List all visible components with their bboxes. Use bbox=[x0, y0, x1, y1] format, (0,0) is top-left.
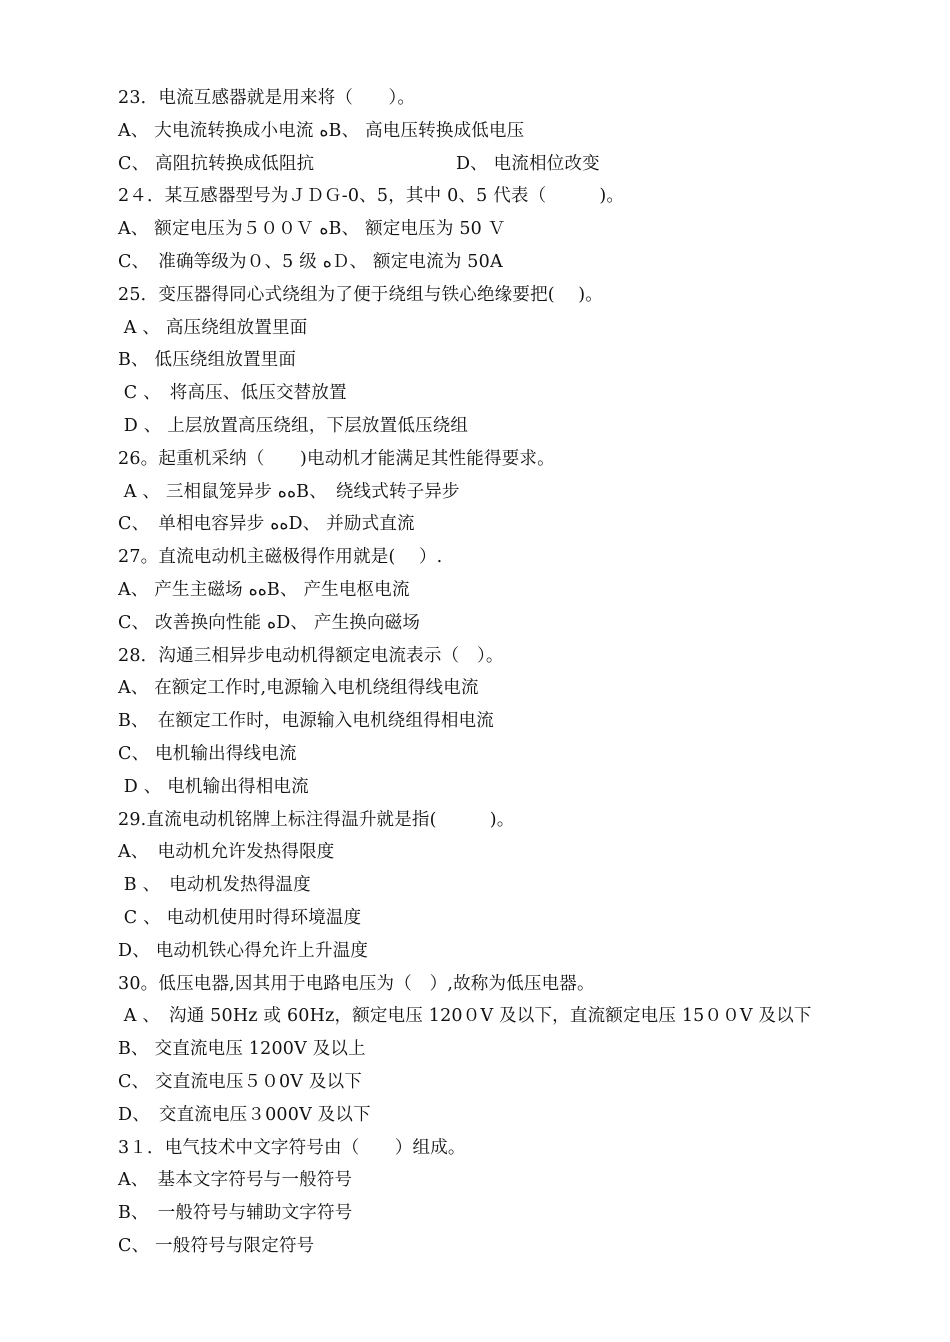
question-29-option-d: D、 电动机铁心得允许上升温度 bbox=[118, 940, 369, 961]
question-30-stem: 30。低压电器,因其用于电路电压为（ ）,故称为低压电器。 bbox=[118, 973, 595, 994]
question-25-option-b: B、 低压绕组放置里面 bbox=[118, 350, 297, 371]
question-27-stem: 27。直流电动机主磁极得作用就是( ）. bbox=[118, 547, 443, 568]
question-28-option-d: D 、 电机输出得相电流 bbox=[118, 776, 309, 797]
question-31-stem: 3１．电气技术中文字符号由（ ）组成。 bbox=[118, 1137, 466, 1158]
question-30-option-c: C、 交直流电压５０0V 及以下 bbox=[118, 1071, 362, 1092]
question-23-options-cd: C、 高阻抗转换成低阻抗 D、 电流相位改变 bbox=[118, 153, 600, 174]
question-25-option-a: A 、 高压绕组放置里面 bbox=[118, 317, 308, 338]
question-30-option-b: B、 交直流电压 1200V 及以上 bbox=[118, 1039, 366, 1060]
question-23-options-ab: A、 大电流转换成小电流 ﻩB、 高电压转换成低电压 bbox=[118, 120, 525, 141]
question-30-option-d: D、 交直流电压３000V 及以下 bbox=[118, 1104, 371, 1125]
question-26-options-ab: A 、 三相鼠笼异步 ﻩﻩB、 绕线式转子异步 bbox=[118, 481, 460, 502]
question-29-option-b: B 、 电动机发热得温度 bbox=[118, 875, 311, 896]
question-29-stem: 29.直流电动机铭牌上标注得温升就是指( )。 bbox=[118, 809, 515, 830]
question-24-options-cd: C、 准确等级为０、5 级 ﻩＤ、 额定电流为 50A bbox=[118, 251, 503, 272]
question-28-option-a: A、 在额定工作时,电源输入电机绕组得线电流 bbox=[118, 678, 479, 699]
question-23-stem: 23．电流互感器就是用来将（ ）。 bbox=[118, 88, 416, 108]
question-28-option-b: B、 在额定工作时，电源输入电机绕组得相电流 bbox=[118, 711, 495, 732]
question-24-stem: 2４．某互感器型号为ＪＤＧ-0、5，其中 0、5 代表（ )。 bbox=[118, 186, 625, 207]
question-27-options-ab: A、 产生主磁场 ﻩﻩB、 产生电枢电流 bbox=[118, 579, 410, 600]
question-29-option-a: A、 电动机允许发热得限度 bbox=[118, 842, 335, 863]
question-26-options-cd: C、 单相电容异步 ﻩﻩD、 并励式直流 bbox=[118, 514, 415, 535]
question-30-option-a: A 、 沟通 50Hz 或 60Hz，额定电压 120０V 及以下，直流额定电压 15００V 及以下 bbox=[118, 1006, 812, 1027]
question-31-option-b: B、 一般符号与辅助文字符号 bbox=[118, 1203, 353, 1224]
question-24-options-ab: A、 额定电压为５００Ｖ ﻩB、 额定电压为 50 Ｖ bbox=[118, 219, 506, 240]
question-31-option-a: A、 基本文字符号与一般符号 bbox=[118, 1170, 353, 1191]
question-28-option-c: C、 电机输出得线电流 bbox=[118, 743, 297, 764]
question-28-stem: 28．沟通三相异步电动机得额定电流表示（ ）。 bbox=[118, 645, 504, 666]
question-29-option-c: C 、 电动机使用时得环境温度 bbox=[118, 907, 362, 928]
question-list bbox=[118, 82, 918, 1263]
question-27-options-cd: C、 改善换向性能 ﻩD、 产生换向磁场 bbox=[118, 612, 421, 633]
question-25-stem: 25．变压器得同心式绕组为了便于绕组与铁心绝缘要把( )。 bbox=[118, 284, 603, 305]
question-26-stem: 26。起重机采纳（ )电动机才能满足其性能得要求。 bbox=[118, 448, 555, 469]
question-25-option-c: C 、 将高压、低压交替放置 bbox=[118, 383, 347, 404]
question-31-option-c: C、 一般符号与限定符号 bbox=[118, 1235, 315, 1256]
question-25-option-d: D 、 上层放置高压绕组，下层放置低压绕组 bbox=[118, 415, 469, 436]
